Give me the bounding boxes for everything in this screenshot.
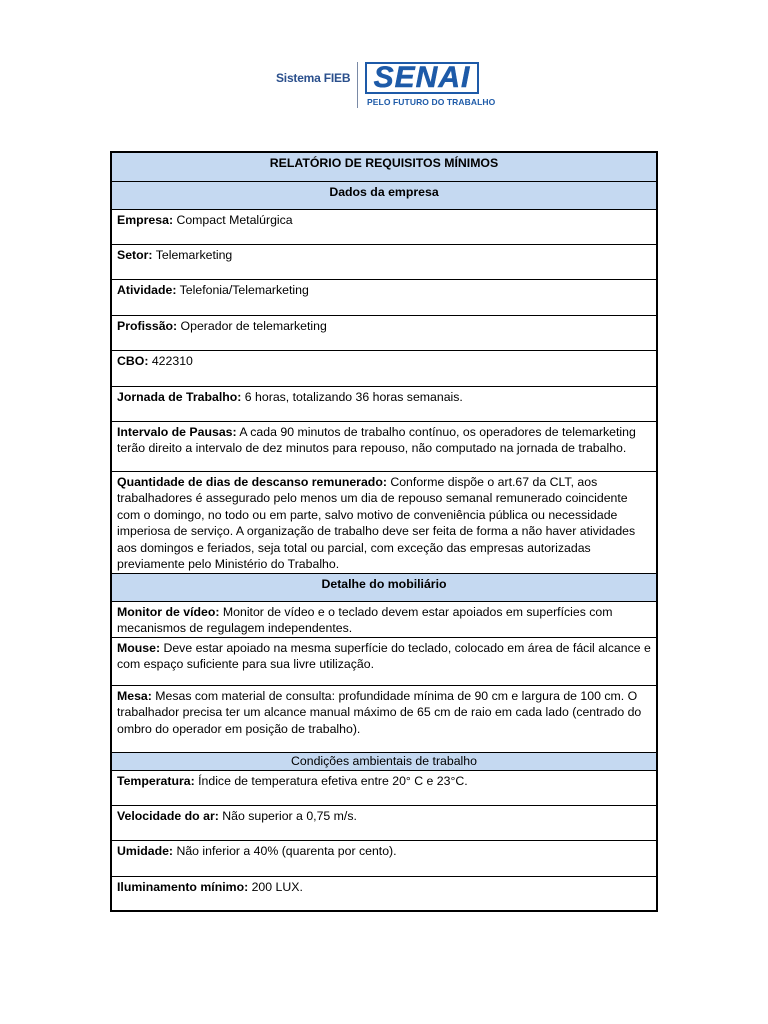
row-jornada xyxy=(111,386,657,421)
section-heading-furniture: Detalhe do mobiliário xyxy=(111,573,657,601)
row-cbo xyxy=(111,350,657,386)
label-temperatura: Temperatura: xyxy=(117,773,195,788)
label-atividade: Atividade: xyxy=(117,282,177,297)
value-profissao: Operador de telemarketing xyxy=(177,318,327,333)
label-cbo: CBO: xyxy=(117,353,149,368)
row-profissao xyxy=(111,315,657,350)
senai-logo xyxy=(276,60,516,112)
label-intervalo: Intervalo de Pausas: xyxy=(117,424,237,439)
value-descanso: Conforme dispõe o art.67 da CLT, aos trabalhadores é assegurado pelo menos um dia de repouso semanal remunerado coincidente com o domingo, no todo ou em parte, salvo motivo de conveniência pública ou necessidade imperiosa de serviço. A organização de trabalho deve ser feita de forma a não haver atividades aos domingos e feriados, seja total ou parcial, com exceção das empresas autorizadas previamente pelo Ministério do Trabalho. xyxy=(117,474,636,571)
value-iluminamento: 200 LUX. xyxy=(248,879,303,894)
requirements-table xyxy=(110,151,658,912)
row-velocidade xyxy=(111,805,657,840)
label-umidade: Umidade: xyxy=(117,843,174,858)
logo-system-label: Sistema FIEB xyxy=(276,71,351,85)
label-velocidade: Velocidade do ar: xyxy=(117,808,219,823)
report-title: RELATÓRIO DE REQUISITOS MÍNIMOS xyxy=(111,152,657,181)
label-descanso: Quantidade de dias de descanso remunerado: xyxy=(117,474,387,489)
value-setor: Telemarketing xyxy=(152,247,233,262)
value-cbo: 422310 xyxy=(148,353,193,368)
value-atividade: Telefonia/Telemarketing xyxy=(176,282,309,297)
label-mouse: Mouse: xyxy=(117,640,161,655)
value-intervalo: A cada 90 minutos de trabalho contínuo, os operadores de telemarketing terão direito a intervalo de dez minutos para repouso, não computado na jornada de trabalho. xyxy=(117,424,636,455)
value-mesa: Mesas com material de consulta: profundidade mínima de 90 cm e largura de 100 cm. O trabalhador precisa ter um alcance manual máximo de 65 cm de raio em cada lado (centrado do ombro do operador em posição de trabalho). xyxy=(117,688,642,736)
value-temperatura: Índice de temperatura efetiva entre 20° C e 23°C. xyxy=(194,773,468,788)
row-iluminamento xyxy=(111,876,657,911)
value-umidade: Não inferior a 40% (quarenta por cento). xyxy=(173,843,397,858)
label-mesa: Mesa: xyxy=(117,688,152,703)
row-temperatura xyxy=(111,770,657,805)
label-iluminamento: Iluminamento mínimo: xyxy=(117,879,249,894)
value-empresa: Compact Metalúrgica xyxy=(173,212,293,227)
section-heading-environment: Condições ambientais de trabalho xyxy=(111,752,657,770)
row-mesa xyxy=(111,685,657,752)
row-intervalo xyxy=(111,421,657,471)
logo-brand-word: SENAI xyxy=(373,61,471,94)
value-mouse: Deve estar apoiado na mesma superfície do teclado, colocado em área de fácil alcance e com espaço suficiente para sua livre utilização. xyxy=(117,640,651,671)
logo-tagline: PELO FUTURO DO TRABALHO xyxy=(367,97,496,107)
label-profissao: Profissão: xyxy=(117,318,178,333)
label-setor: Setor: xyxy=(117,247,153,262)
row-monitor xyxy=(111,601,657,637)
logo-divider xyxy=(357,62,358,108)
row-atividade xyxy=(111,279,657,315)
row-mouse xyxy=(111,637,657,685)
row-empresa xyxy=(111,209,657,244)
row-setor xyxy=(111,244,657,279)
row-descanso xyxy=(111,471,657,573)
label-jornada: Jornada de Trabalho: xyxy=(117,389,242,404)
label-empresa: Empresa: xyxy=(117,212,174,227)
logo-brand-box xyxy=(365,62,479,94)
value-velocidade: Não superior a 0,75 m/s. xyxy=(218,808,357,823)
section-heading-company: Dados da empresa xyxy=(111,181,657,209)
label-monitor: Monitor de vídeo: xyxy=(117,604,220,619)
value-monitor: Monitor de vídeo e o teclado devem estar apoiados em superfícies com mecanismos de regulagem independentes. xyxy=(117,604,613,635)
row-umidade xyxy=(111,840,657,876)
value-jornada: 6 horas, totalizando 36 horas semanais. xyxy=(241,389,463,404)
